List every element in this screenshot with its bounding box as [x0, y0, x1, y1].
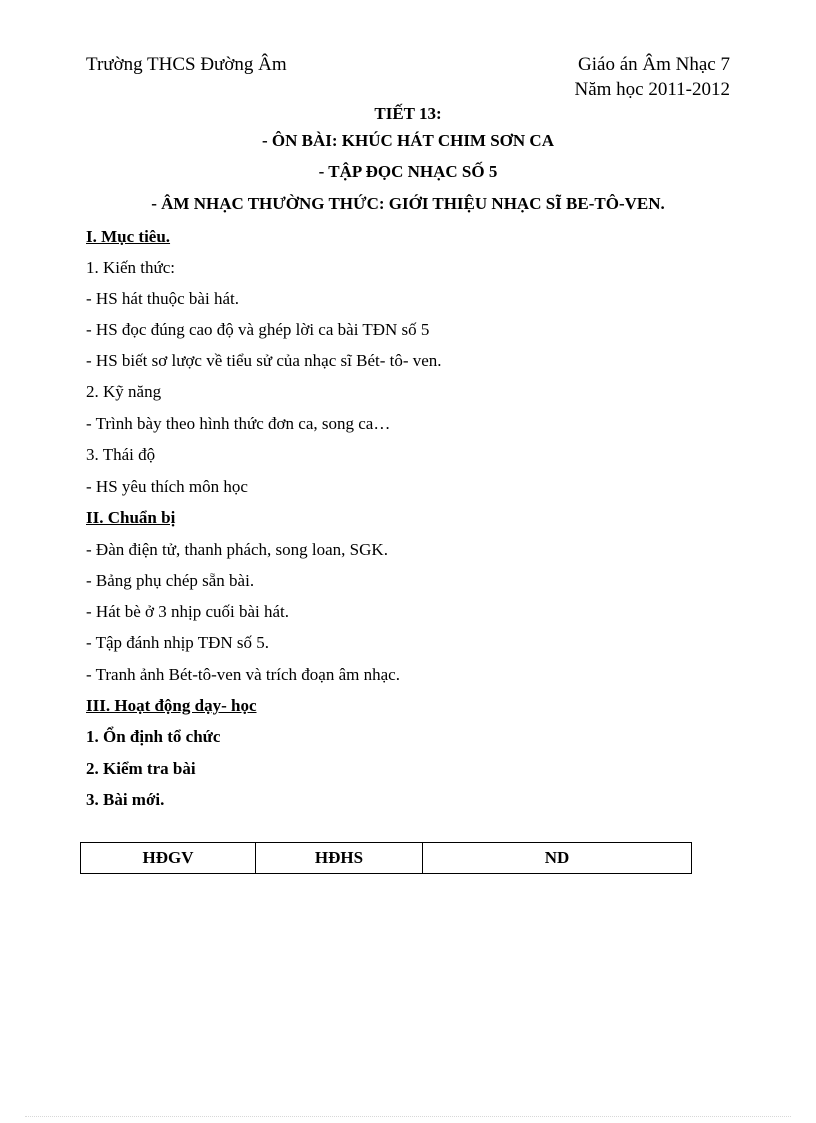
lesson-title-2: - TẬP ĐỌC NHẠC SỐ 5 — [318, 162, 498, 181]
preparation-item: - Tranh ảnh Bét-tô-ven và trích đoạn âm nhạc. — [86, 665, 400, 684]
lesson-title-3: - ÂM NHẠC THƯỜNG THỨC: GIỚI THIỆU NHẠC SĨ BE-TÔ-VEN. — [151, 194, 665, 213]
knowledge-item: - HS hát thuộc bài hát. — [86, 289, 239, 308]
objectives-heading: I. Mục tiêu. — [86, 227, 171, 246]
knowledge-heading: 1. Kiến thức: — [86, 258, 176, 277]
lesson-number: TIẾT 13: — [374, 104, 442, 123]
school-name: Trường THCS Đường Âm — [86, 54, 287, 75]
lesson-plan-table — [80, 842, 692, 874]
column-header-content: ND — [423, 843, 692, 874]
attitude-heading: 3. Thái độ — [86, 445, 156, 464]
activity-step: 2. Kiểm tra bài — [86, 759, 196, 778]
skills-heading: 2. Kỹ năng — [86, 382, 162, 401]
knowledge-item: - HS đọc đúng cao độ và ghép lời ca bài TĐN số 5 — [86, 320, 430, 339]
knowledge-item: - HS biết sơ lược về tiểu sử của nhạc sĩ Bét- tô- ven. — [86, 351, 442, 370]
preparation-item: - Bảng phụ chép sẵn bài. — [86, 571, 255, 590]
activities-heading: III. Hoạt động dạy- học — [86, 696, 257, 715]
column-header-teacher: HĐGV — [81, 843, 256, 874]
activity-step: 1. Ổn định tổ chức — [86, 727, 221, 746]
table-header-row — [81, 843, 692, 874]
preparation-item: - Hát bè ở 3 nhịp cuối bài hát. — [86, 602, 290, 621]
skills-item: - Trình bày theo hình thức đơn ca, song ca… — [86, 414, 391, 433]
attitude-item: - HS yêu thích môn học — [86, 477, 248, 496]
column-header-student: HĐHS — [256, 843, 423, 874]
preparation-item: - Tập đánh nhịp TĐN số 5. — [86, 633, 270, 652]
activity-step: 3. Bài mới. — [86, 790, 165, 809]
preparation-item: - Đàn điện tử, thanh phách, song loan, SGK. — [86, 540, 388, 559]
subject-label: Giáo án Âm Nhạc 7 — [578, 54, 730, 75]
page-bottom-rule — [25, 1116, 791, 1117]
preparation-heading: II. Chuẩn bị — [86, 508, 176, 527]
school-year: Năm học 2011-2012 — [574, 79, 730, 100]
lesson-title-1: - ÔN BÀI: KHÚC HÁT CHIM SƠN CA — [261, 131, 554, 150]
